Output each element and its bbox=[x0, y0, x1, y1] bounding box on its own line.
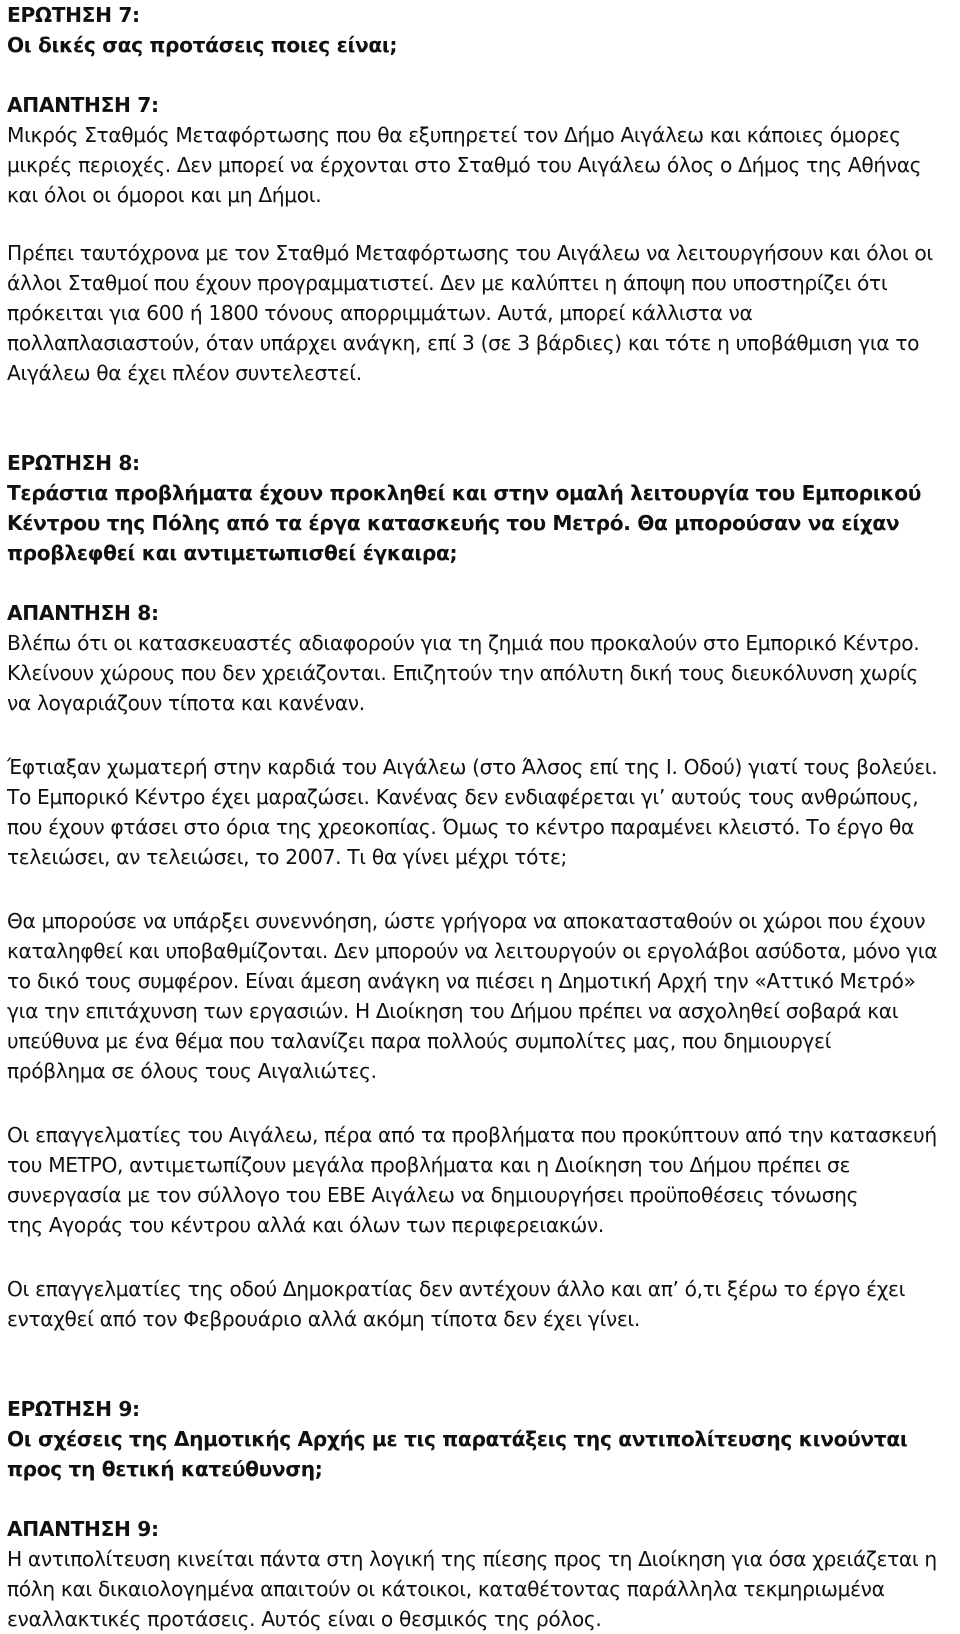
text-line: πρόβλημα σε όλους τους Αιγαλιώτες. bbox=[7, 1059, 377, 1083]
text-line: Θα μπορούσε να υπάρξει συνεννόηση, ώστε γρήγορα να αποκατασταθούν οι χώροι που έχουν bbox=[7, 909, 926, 933]
text-line: το δικό τους συμφέρον. Είναι άμεση ανάγκη να πιέσει η Δημοτική Αρχή την «Αττικό Μετρό» bbox=[7, 969, 916, 993]
document-page bbox=[7, 0, 953, 1634]
text-line: Κλείνουν χώρους που δεν χρειάζονται. Επιζητούν την απόλυτη δική τους διευκόλυνση χωρίς bbox=[7, 661, 918, 685]
question-text: Κέντρου της Πόλης από τα έργα κατασκευής του Μετρό. Θα μπορούσαν να είχαν bbox=[7, 511, 900, 535]
answer-label: ΑΠΑΝΤΗΣΗ 7: bbox=[7, 93, 159, 117]
question-text: προς τη θετική κατεύθυνση; bbox=[7, 1457, 323, 1481]
text-line: Αιγάλεω θα έχει πλέον συντελεστεί. bbox=[7, 361, 362, 385]
answer-paragraph bbox=[7, 120, 953, 210]
question-7-section bbox=[7, 0, 953, 388]
text-line: Πρέπει ταυτόχρονα με τον Σταθμό Μεταφόρτωσης του Αιγάλεω να λειτουργήσουν και όλοι οι bbox=[7, 241, 933, 265]
question-text: Οι σχέσεις της Δημοτικής Αρχής με τις παρατάξεις της αντιπολίτευσης κινούνται bbox=[7, 1427, 908, 1451]
text-line: πόλη και δικαιολογημένα απαιτούν οι κάτοικοι, καταθέτοντας παράλληλα τεκμηριωμένα bbox=[7, 1577, 885, 1601]
text-line: πρόκειται για 600 ή 1800 τόνους απορριμμάτων. Αυτά, μπορεί κάλλιστα να bbox=[7, 301, 753, 325]
text-line: Βλέπω ότι οι κατασκευαστές αδιαφορούν για τη ζημιά που προκαλούν στο Εμπορικό Κέντρο. bbox=[7, 631, 920, 655]
text-line: της Αγοράς του κέντρου αλλά και όλων των περιφερειακών. bbox=[7, 1213, 604, 1237]
question-9-section bbox=[7, 1394, 953, 1634]
question-label: ΕΡΩΤΗΣΗ 7: bbox=[7, 3, 140, 27]
answer-paragraph bbox=[7, 238, 953, 388]
question-text: Οι δικές σας προτάσεις ποιες είναι; bbox=[7, 33, 398, 57]
text-line: Μικρός Σταθμός Μεταφόρτωσης που θα εξυπηρετεί τον Δήμο Αιγάλεω και κάποιες όμορες bbox=[7, 123, 901, 147]
text-line: εναλλακτικές προτάσεις. Αυτός είναι ο θεσμικός της ρόλος. bbox=[7, 1607, 602, 1631]
text-line: Έφτιαξαν χωματερή στην καρδιά του Αιγάλεω (στο Άλσος επί της Ι. Οδού) γιατί τους βολεύει. bbox=[7, 755, 938, 779]
text-line: συνεργασία με τον σύλλογο του ΕΒΕ Αιγάλεω να δημιουργήσει προϋποθέσεις τόνωσης bbox=[7, 1183, 859, 1207]
text-line: που έχουν φτάσει στο όρια της χρεοκοπίας. Όμως το κέντρο παραμένει κλειστό. Το έργο θα bbox=[7, 815, 915, 839]
answer-paragraph bbox=[7, 1274, 953, 1334]
answer-paragraph bbox=[7, 1120, 953, 1240]
text-line: καταληφθεί και υποβαθμίζονται. Δεν μπορούν να λειτουργούν οι εργολάβοι ασύδοτα, μόνο για bbox=[7, 939, 938, 963]
question-text: Τεράστια προβλήματα έχουν προκληθεί και στην ομαλή λειτουργία του Εμπορικού bbox=[7, 481, 922, 505]
text-line: τελειώσει, αν τελειώσει, το 2007. Τι θα γίνει μέχρι τότε; bbox=[7, 845, 567, 869]
text-line: πολλαπλασιαστούν, όταν υπάρχει ανάγκη, επί 3 (σε 3 βάρδιες) και τότε η υποβάθμιση για το bbox=[7, 331, 920, 355]
text-line: Η αντιπολίτευση κινείται πάντα στη λογική της πίεσης προς τη Διοίκηση για όσα χρειάζεται η bbox=[7, 1547, 937, 1571]
text-line: μικρές περιοχές. Δεν μπορεί να έρχονται στο Σταθμό του Αιγάλεω όλος ο Δήμος της Αθήνας bbox=[7, 153, 922, 177]
text-line: και όλοι οι όμοροι και μη Δήμοι. bbox=[7, 183, 322, 207]
answer-paragraph bbox=[7, 752, 953, 872]
text-line: για την επιτάχυνση των εργασιών. Η Διοίκηση του Δήμου πρέπει να ασχοληθεί σοβαρά και bbox=[7, 999, 899, 1023]
text-line: να λογαριάζουν τίποτα και κανέναν. bbox=[7, 691, 365, 715]
answer-paragraph bbox=[7, 628, 953, 718]
text-line: ενταχθεί από τον Φεβρουάριο αλλά ακόμη τίποτα δεν έχει γίνει. bbox=[7, 1307, 640, 1331]
text-line: του ΜΕΤΡΟ, αντιμετωπίζουν μεγάλα προβλήματα και η Διοίκηση του Δήμου πρέπει σε bbox=[7, 1153, 851, 1177]
question-label: ΕΡΩΤΗΣΗ 8: bbox=[7, 451, 140, 475]
answer-label: ΑΠΑΝΤΗΣΗ 8: bbox=[7, 601, 159, 625]
text-line: Το Εμπορικό Κέντρο έχει μαραζώσει. Κανένας δεν ενδιαφέρεται γι’ αυτούς τους ανθρώπους, bbox=[7, 785, 919, 809]
text-line: υπεύθυνα με ένα θέμα που ταλανίζει παρα πολλούς συμπολίτες μας, που δημιουργεί bbox=[7, 1029, 832, 1053]
text-line: Οι επαγγελματίες της οδού Δημοκρατίας δεν αντέχουν άλλο και απ’ ό,τι ξέρω το έργο έχει bbox=[7, 1277, 906, 1301]
question-label: ΕΡΩΤΗΣΗ 9: bbox=[7, 1397, 140, 1421]
answer-paragraph bbox=[7, 906, 953, 1086]
question-text: προβλεφθεί και αντιμετωπισθεί έγκαιρα; bbox=[7, 541, 458, 565]
question-8-section bbox=[7, 448, 953, 1334]
answer-paragraph bbox=[7, 1544, 953, 1634]
answer-label: ΑΠΑΝΤΗΣΗ 9: bbox=[7, 1517, 159, 1541]
text-line: άλλοι Σταθμοί που έχουν προγραμματιστεί. Δεν με καλύπτει η άποψη που υποστηρίζει ότι bbox=[7, 271, 888, 295]
text-line: Οι επαγγελματίες του Αιγάλεω, πέρα από τα προβλήματα που προκύπτουν από την κατασκευή bbox=[7, 1123, 937, 1147]
